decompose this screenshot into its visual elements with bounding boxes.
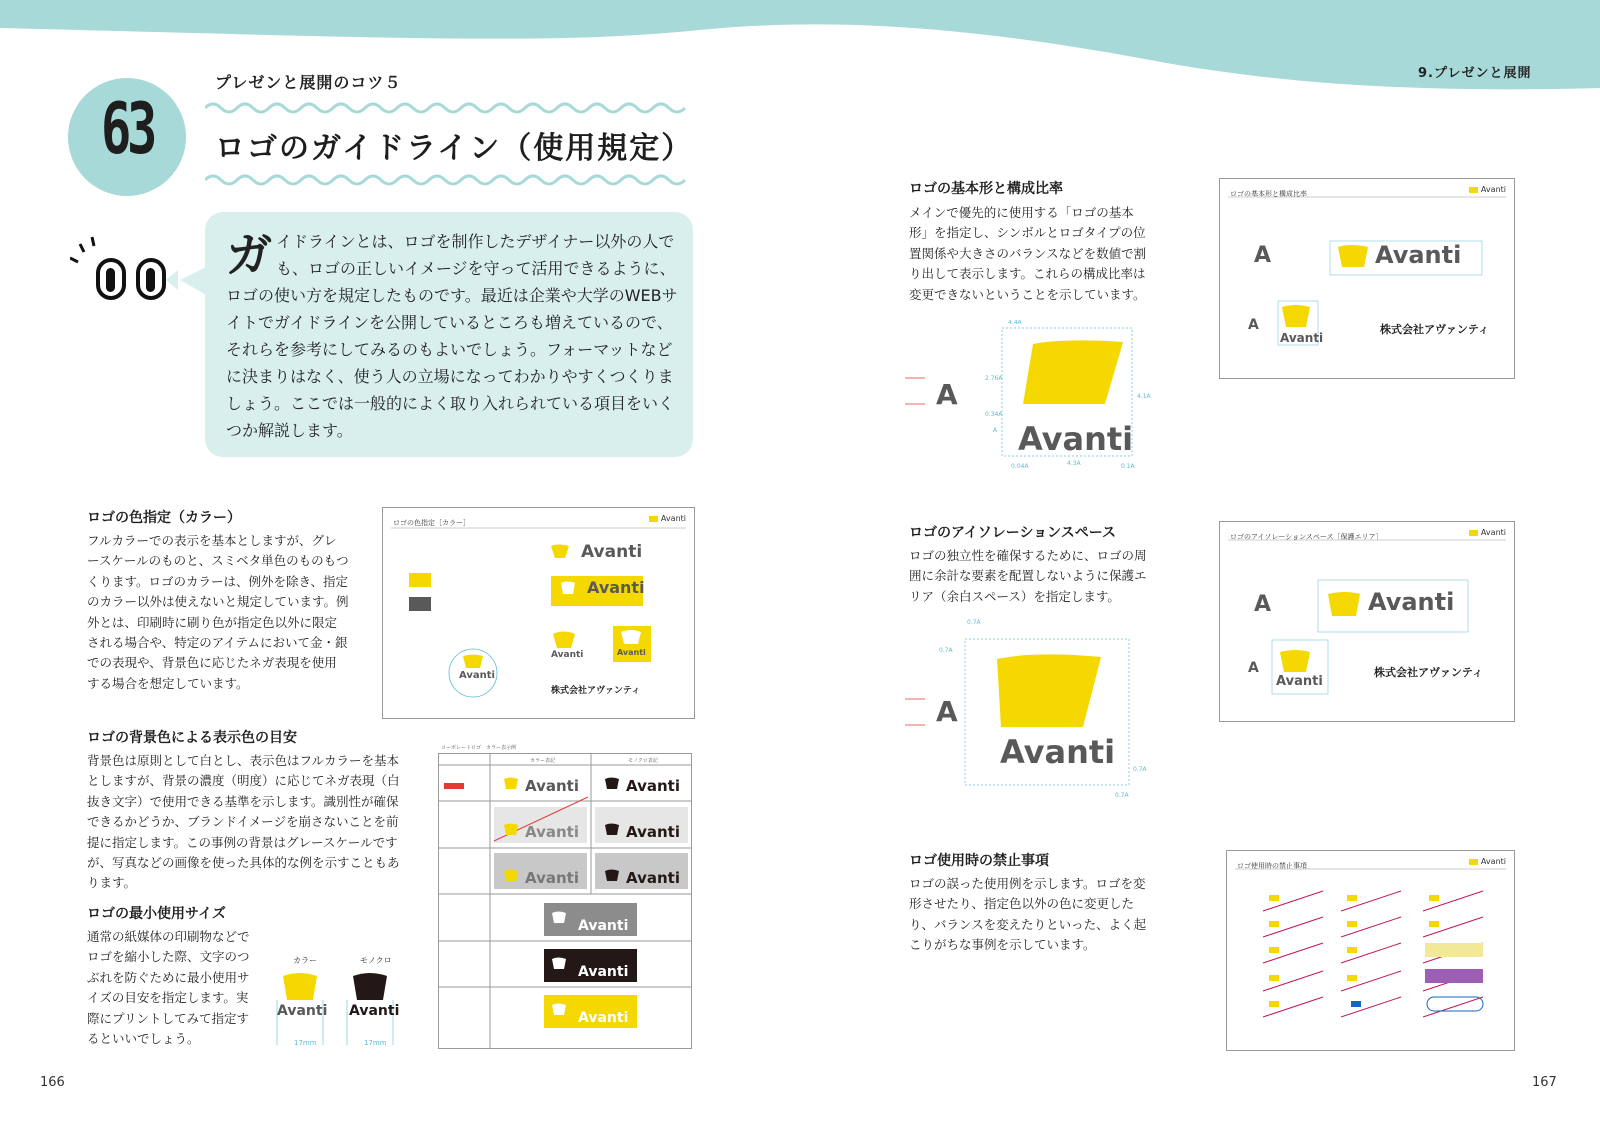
table-logo-5: Avanti: [525, 869, 579, 887]
table-logo-4: Avanti: [626, 823, 680, 841]
dim-4: A: [993, 427, 998, 434]
isolation-panel-art: [1220, 522, 1514, 721]
basic-body: メインで優先的に使用する「ロゴの基本形」を指定し、シンボルとロゴタイプの位置関係や大きさのバランスなどを数値で割り出して表示します。これらの構成比率は変更できないということを示しています。: [909, 205, 1147, 302]
basic-panel-brand: Avanti: [1469, 185, 1506, 194]
wavy-line-top: [205, 100, 693, 116]
table-logo-3: Avanti: [525, 823, 579, 841]
color-company: 株式会社アヴァンティ: [551, 686, 641, 696]
color-panel: [382, 507, 695, 719]
isolation-panel-letter-2: A: [1248, 660, 1259, 676]
table-col-color: カラー表記: [530, 758, 556, 764]
min-size-color: 17mm: [294, 1039, 317, 1047]
isolation-heading: ロゴのアイソレーションスペース: [909, 525, 1117, 541]
color-logo-1: Avanti: [581, 542, 643, 562]
isolation-body: ロゴの独立性を確保するために、ロゴの周囲に余計な要素を配置しないように保護エリア（余白スペース）を指定します。: [909, 548, 1147, 604]
color-panel-title: ロゴの色指定［カラー］: [393, 519, 470, 527]
eyes-mascot-icon: [70, 232, 180, 307]
basic-panel-letter-2: A: [1248, 317, 1259, 333]
wavy-line-bottom: [205, 172, 693, 188]
min-label-mono: モノクロ: [360, 956, 392, 965]
background-body: 背景色は原則として白とし、表示色はフルカラーを基本としますが、背景の濃度（明度）に応じてネガ表現（白抜き文字）で使用できる基準を示します。識別性が確保できるかどうか、ブランドイメージを崩さないことを前提に指定します。この事例の背景はグレースケールですが、写真などの画像を使った具体的な例を示すこともあります。: [87, 753, 400, 891]
basic-letter: A: [936, 378, 958, 411]
isolation-panel-brand: Avanti: [1469, 528, 1506, 537]
basic-panel-art: [1220, 179, 1514, 378]
prohibited-panel-title: ロゴ使用時の禁止事項: [1237, 862, 1307, 870]
sub-heading: プレゼンと展開のコツ５: [215, 73, 402, 92]
iso-dim-1: 0.7A: [967, 619, 981, 626]
prohibited-panel-brand: Avanti: [1469, 857, 1506, 866]
dim-3: 0.34A: [985, 411, 1003, 418]
prohibited-heading: ロゴ使用時の禁止事項: [909, 853, 1049, 869]
basic-panel-title: ロゴの基本形と構成比率: [1230, 190, 1307, 198]
table-logo-8: Avanti: [578, 964, 629, 980]
isolation-panel: [1219, 521, 1515, 722]
page-title: ロゴのガイドライン（使用規定）: [215, 131, 694, 166]
basic-heading: ロゴの基本形と構成比率: [909, 181, 1063, 197]
page-number-left: 166: [40, 1075, 65, 1090]
dim-1: 4.4A: [1008, 320, 1022, 326]
bubble-tail: [180, 262, 210, 302]
intro-drop-cap: ガ: [226, 228, 272, 282]
background-heading: ロゴの背景色による表示色の目安: [87, 730, 297, 746]
isolation-panel-letter: A: [1254, 592, 1272, 617]
min-size-heading: ロゴの最小使用サイズ: [87, 906, 226, 922]
iso-dim-2: 0.7A: [939, 647, 953, 654]
table-logo-9: Avanti: [578, 1010, 629, 1026]
min-logo-color: Avanti: [277, 1003, 328, 1019]
page-number-right: 167: [1532, 1075, 1557, 1090]
basic-panel-company: 株式会社アヴァンティ: [1380, 323, 1490, 336]
dim-7: 4.3A: [1067, 460, 1081, 467]
intro-text: [226, 228, 678, 444]
color-logo-2: Avanti: [587, 578, 645, 597]
prohibited-panel: [1226, 850, 1515, 1051]
table-logo-1: Avanti: [525, 777, 579, 795]
color-logo-5: Avanti: [459, 670, 495, 681]
min-size-mono: 17mm: [364, 1039, 387, 1047]
table-caption: コーポレートロゴ カラー表示例: [441, 745, 517, 751]
color-body: フルカラーでの表示を基本としますが、グレースケールのものと、スミベタ単色のものもつくります。ロゴのカラーは、例外を除き、指定のカラー以外は使えないと規定しています。例外とは、印刷時に刷り色が指定色以外に限定される場合や、特定のアイテムにおいて金・銀での表現や、背景色に応じたネガ表現を使用する場合を想定しています。: [87, 533, 349, 691]
dim-2: 2.76A: [985, 375, 1003, 382]
prohibited-panel-art: [1227, 851, 1514, 1050]
iso-dim-3: 0.7A: [1133, 766, 1147, 773]
section-number: 63: [100, 88, 154, 170]
dim-8: 0.1A: [1121, 463, 1135, 470]
min-label-color: カラー: [293, 956, 317, 965]
basic-panel-logo-2: Avanti: [1280, 331, 1324, 345]
iso-dim-4: 0.7A: [1115, 792, 1129, 799]
chapter-tag: 9.プレゼンと展開: [1418, 66, 1532, 81]
basic-panel-logo: Avanti: [1375, 241, 1462, 269]
table-logo-6: Avanti: [626, 869, 680, 887]
table-logo-7: Avanti: [578, 918, 629, 934]
prohibited-body: ロゴの誤った使用例を示します。ロゴを変形させたり、指定色以外の色に変更したり、バランスを変えたりといった、よく起こりがちな事例を示しています。: [909, 876, 1147, 953]
table-logo-2: Avanti: [626, 777, 680, 795]
min-size-body: 通常の紙媒体の印刷物などでロゴを縮小した際、文字のつぶれを防ぐために最小使用サイズの目安を指定します。実際にプリントしてみて指定するといいでしょう。: [87, 929, 250, 1047]
dim-6: 0.04A: [1011, 463, 1029, 470]
min-logo-mono: Avanti: [349, 1003, 400, 1019]
basic-panel-letter: A: [1254, 243, 1272, 268]
table-col-mono: モノクロ表記: [628, 758, 658, 764]
background-table: [438, 753, 692, 1049]
dim-5: 4.1A: [1137, 393, 1151, 400]
isolation-panel-logo: Avanti: [1368, 588, 1455, 616]
isolation-panel-logo-2: Avanti: [1276, 674, 1323, 689]
intro-body: イドラインとは、ロゴを制作したデザイナー以外の人でも、ロゴの正しいイメージを守って活用できるように、ロゴの使い方を規定したものです。最近は企業や大学のWEBサイトでガイドラインを公開しているところも増えているので、それらを参考にしてみるのもよいでしょう。フォーマットなどに決まりはなく、使う人の立場になってわかりやすくつくりましょう。ここでは一般的によく取り入れられている項目をいくつか解説します。: [226, 232, 678, 440]
color-logo-4: Avanti: [617, 648, 646, 657]
basic-logo: Avanti: [1018, 420, 1134, 458]
color-heading: ロゴの色指定（カラー）: [87, 510, 241, 526]
color-logo-3: Avanti: [551, 650, 584, 660]
basic-panel: [1219, 178, 1515, 379]
color-panel-art: [383, 508, 694, 718]
isolation-logo: Avanti: [1000, 733, 1116, 771]
isolation-panel-title: ロゴのアイソレーションスペース［保護エリア］: [1230, 533, 1383, 541]
isolation-letter: A: [936, 695, 958, 728]
isolation-panel-company: 株式会社アヴァンティ: [1374, 666, 1484, 679]
color-panel-brand: Avanti: [649, 514, 686, 523]
